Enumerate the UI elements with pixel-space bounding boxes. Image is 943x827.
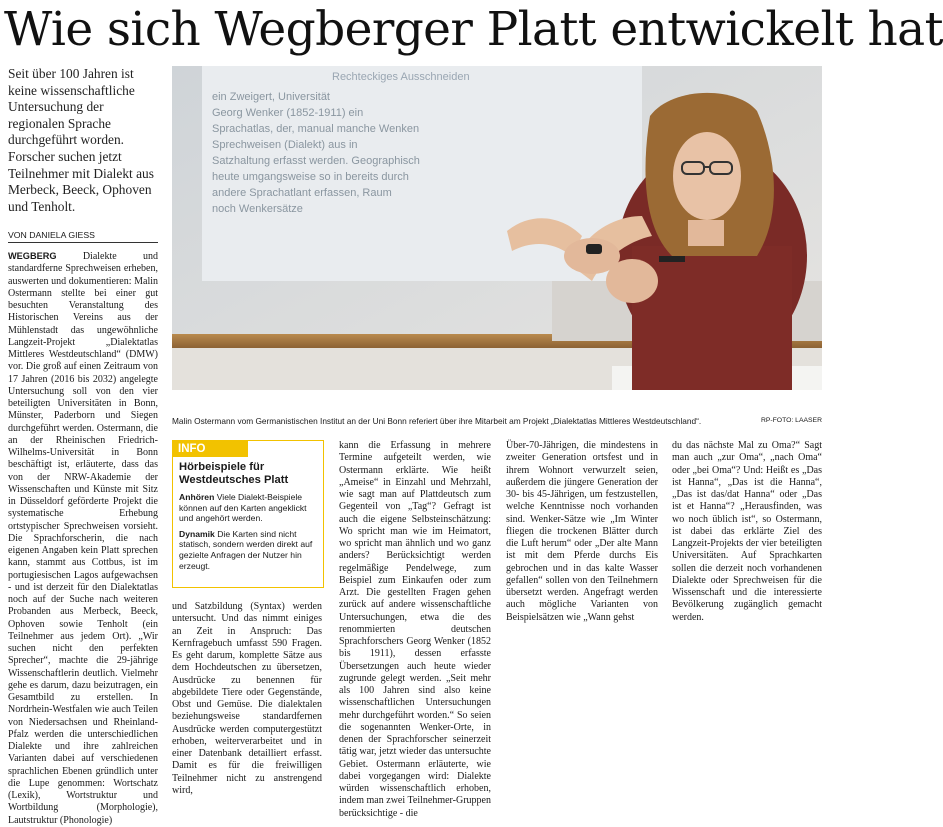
- slide-button-label: Rechteckiges Ausschneiden: [332, 71, 470, 83]
- slide-line: Sprachatlas, der, manual manche Wenken: [212, 123, 420, 135]
- info-paragraph-dynamic: [173, 524, 323, 571]
- article-photo: [172, 66, 822, 390]
- info-paragraph-listen: [173, 487, 323, 524]
- article-column-1: [8, 250, 158, 826]
- info-box: [172, 440, 324, 588]
- slide-line: Georg Wenker (1852-1911) ein: [212, 107, 364, 119]
- article-column-3: kann die Erfassung in mehrere Termine aufgeteilt werden, wie Ostermann erklärte. Wie heißt „Ameise“ in Einzahl und Mehrzahl, wie sagt man auf Plattdeutsch zum Gegenteil von „Tag“? Gefragt ist auch die eigene Selbsteinschätzung: Wo spricht man wie im Heimatort, wo spricht man ähnlich und wo ganz anders? Berücksichtigt werden regelmäßige Pendelwege, zum Beispiel zum Einkaufen oder zum Arzt. Die gestellten Fragen gehen zurück auf andere wissenschaftliche Untersuchungen, etwa die des renommierten deutschen Sprachforschers Georg Wenker (1852 bis 1911), dessen erfasste Übersetzungen auch heute wieder zugrunde gelegt werden. „Seit mehr als 100 Jahren sind also keine wissenschaftlichen Untersuchungen mehr durchgeführt worden.“ So seien die sogenannten Wenker-Orte, in denen der Sprachforscher seinerzeit tätig war, jetzt wieder das untersuchte Gebiet. Ostermann erläuterte, wie dabei vorgegangen wird: Dialekte würden wissenschaftlich erhoben, indem man zwei Teilnehmer-Gruppen berücksichtige - die: [339, 440, 491, 819]
- info-tag: INFO: [173, 441, 248, 457]
- slide-line: ein Zweigert, Universität: [212, 91, 330, 103]
- slide-line: noch Wenkersätze: [212, 203, 303, 215]
- info-text: Viele Dialekt-Beispiele können auf den Karten angeklickt und angehört werden.: [179, 492, 307, 524]
- column-1-text: Dialekte und standardferne Sprechweisen erheben, auswerten und dokumentieren: Malin Ostermann stellte bei einer gut besuchten Veranstaltung des Historischen Vereins aus der Mühlenstadt das ungewöhnliche Langzeit-Projekt „Dialektatlas Mittleres Westdeutschland“ (DMW) vor. Die groß auf einen Zeitraum von 17 Jahren (2016 bis 2032) angelegte Untersuchung soll von den vier beteiligten Universitäten in Bonn, Münster, Paderborn und Siegen durchgeführt werden. Ostermann, die an der Rheinischen Friedrich-Wilhelms-Universität in Bonn beschäftigt ist, erläuterte, dass das von der NRW-Akademie der Wissenschaften und Künste mit Sitz in Düsseldorf geförderte Projekt die systematische Erhebung ortstypischer Sprechweisen vorsieht. Die Sprachforscherin, die nach eigenen Angaben kein Platt sprechen kann, stammt aus Cottbus, ist im portugiesischen Lagos aufgewachsen - und ist derzeit für den Dialektatlas noch auf der Suche nach weiteren Probanden aus Merbeck, Beeck, Ophoven sowie Tenholt (ein Teilnehmer aus jedem Ort). „Wir suchen nicht den perfekten Sprecher“, machte die 29-jährige Wissenschaftlerin deutlich. Vielmehr gehe es darum, dazu beizutragen, ein Gesamtbild zu erstellen. In Nordrhein-Westfalen wie auch Teilen von Niedersachsen und Rheinland-Pfalz werden die unterschiedlichen Dialekte und ihre zahlreichen Varianten dabei auf verschiedenen sprachlichen Ebenen gründlich unter die Lupe genommen: Wortschatz (Lexik), Wortstruktur und Wortbildung (Morphologie), Lautstruktur (Phonologie): [8, 251, 158, 826]
- headline: Wie sich Wegberger Platt entwickelt hat: [4, 2, 943, 57]
- article-column-2: und Satzbildung (Syntax) werden untersucht. Und das nimmt einiges an Zeit in Anspruch: Das Kernfragebuch umfasst 590 Fragen. Es geht darum, komplette Sätze aus dem Hochdeutschen zu übersetzen, Ausdrücke zu benennen für abgebildete Tiere oder Gegenstände, Obst und Gemüse. Die dialektalen beziehungsweise standardfernen Ausdrücke werden computergestützt erhoben, weiterverarbeitet und in einer Datenbank detailliert erfasst. Damit es für die freiwilligen Teilnehmer nicht zu anstrengend wird,: [172, 601, 322, 796]
- article-column-4: Über-70-Jährigen, die mindestens in zweiter Generation ortsfest und in ihrem Wohnort verwurzelt seien, außerdem die jüngere Generation der 30- bis 45-Jährigen, um festzustellen, welche Kenntnisse noch vorhanden sind. Wenker-Sätze wie „Im Winter fliegen die trockenen Blätter durch die Luft herum“ oder „Der alte Mann ist mit dem Pferde durchs Eis gebrochen und in das kalte Wasser gefallen“ sollen von den Teilnehmern übersetzt werden. Angefragt werden auch mögliche Varianten von Beispielsätzen wie „Wann gehst: [506, 440, 658, 623]
- slide-line: Satzhaltung erfasst werden. Geographisch: [212, 155, 420, 167]
- photo-credit: RP-FOTO: LAASER: [760, 417, 822, 424]
- caption-text: Malin Ostermann vom Germanistischen Institut an der Uni Bonn referiert über ihre Mitarbeit am Projekt „Dialektatlas Mittleres Westdeutschland“.: [172, 416, 702, 426]
- author-byline: VON DANIELA GIESS: [8, 230, 158, 243]
- photo-caption: [172, 415, 822, 427]
- slide-line: Sprechweisen (Dialekt) aus in: [212, 139, 358, 151]
- dateline: WEGBERG: [8, 251, 57, 261]
- article-column-5: du das nächste Mal zu Oma?“ Sagt man auch „zur Oma“, „nach Oma“ oder „bei Oma“? Und: Heißt es „Das ist Hanna“, „Das ist die Hanna“, „Das ist das/dat Hanna“ oder „Das ist et Hanna“? „Herausfinden, was wo noch üblich ist“, so Ostermann, ist dabei das erklärte Ziel des Langzeit-Projekts der vier beteiligten Universitäten. Auf Sprachkarten sollen die derzeit noch vorhandenen Dialekte oder Sprechweisen für die Wissenschaft und die interessierte Bevölkerung zugänglich gemacht werden.: [672, 440, 822, 623]
- info-text: Die Karten sind nicht statisch, sondern werden direkt auf gezielte Anfragen der Nutzer hin erzeugt.: [179, 528, 313, 571]
- slide-line: andere Sprachatlant erfassen, Raum: [212, 187, 392, 199]
- lead-paragraph: Seit über 100 Jahren ist keine wissenschaftliche Untersuchung der regionalen Sprache durchgeführt worden. Forscher suchen jetzt Teilnehmer mit Dialekt aus Merbeck, Beeck, Ophoven und Tenholt.: [8, 66, 154, 214]
- slide-line: heute umgangsweise so in bereits durch: [212, 171, 409, 183]
- info-title: Hörbeispiele für Westdeutsches Platt: [179, 461, 289, 486]
- photo-illustration: [172, 66, 822, 390]
- info-label: Dynamik: [179, 528, 215, 539]
- info-label: Anhören: [179, 492, 215, 502]
